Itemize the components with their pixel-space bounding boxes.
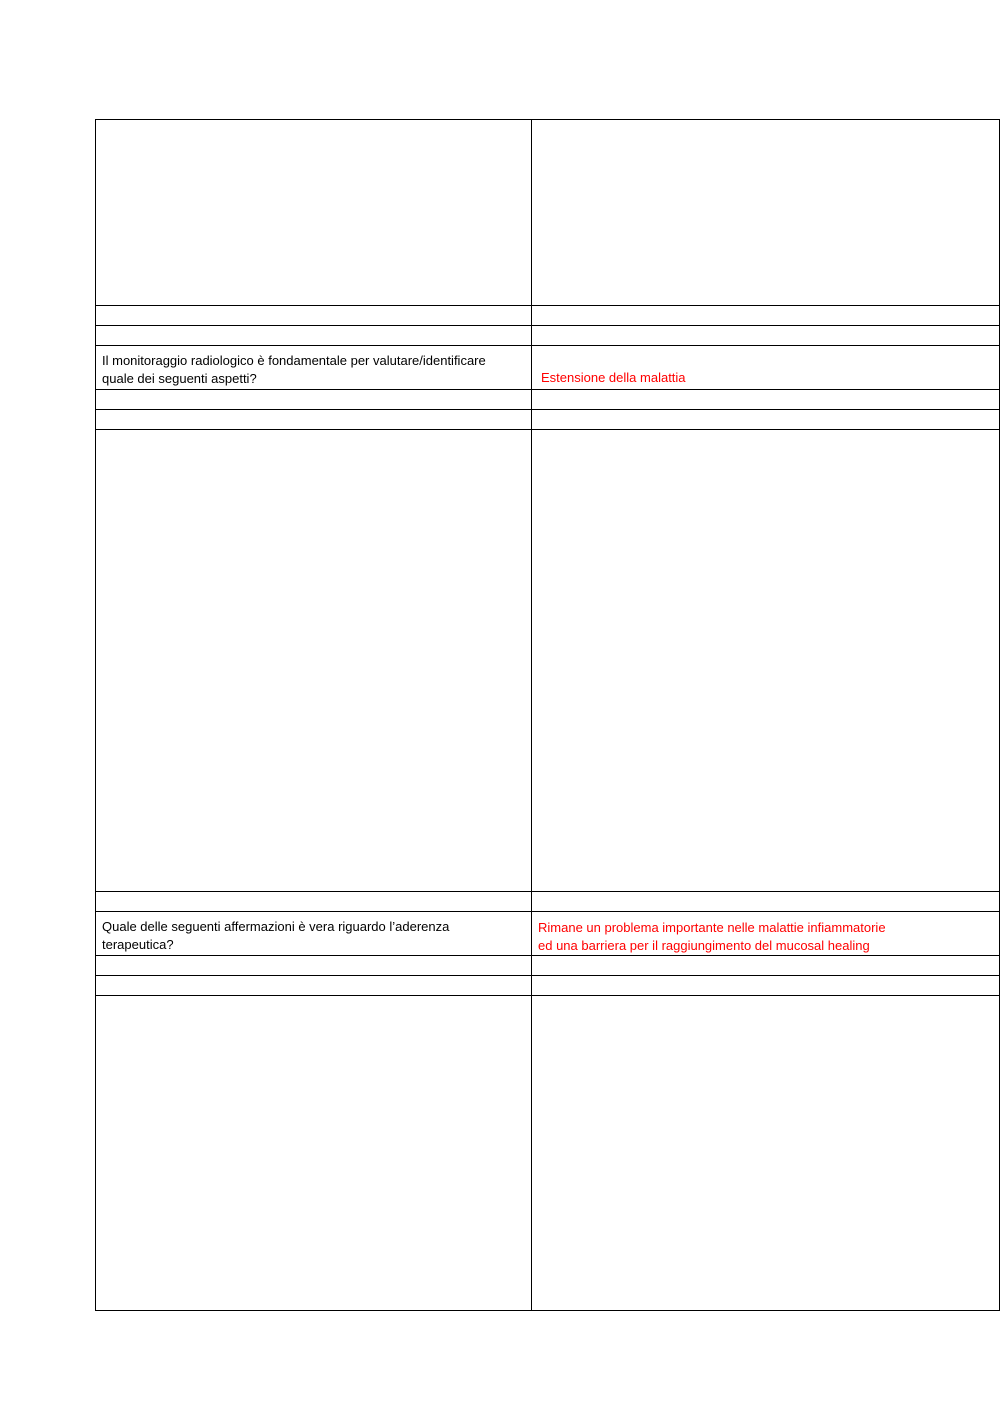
empty-cell xyxy=(96,430,532,892)
answer-text: Estensione della malattia xyxy=(541,370,686,385)
empty-cell xyxy=(96,892,532,912)
qa-table xyxy=(95,119,1000,1311)
answer-cell xyxy=(532,346,1000,390)
empty-cell xyxy=(532,326,1000,346)
empty-cell xyxy=(532,430,1000,892)
question-cell xyxy=(96,346,532,390)
empty-cell xyxy=(96,410,532,430)
question-row xyxy=(96,346,1000,390)
empty-cell xyxy=(96,390,532,410)
empty-cell xyxy=(532,996,1000,1311)
empty-cell xyxy=(532,306,1000,326)
table-row xyxy=(96,306,1000,326)
question-row xyxy=(96,912,1000,956)
empty-cell xyxy=(96,120,532,306)
empty-cell xyxy=(532,892,1000,912)
answer-cell xyxy=(532,912,1000,956)
table-row xyxy=(96,410,1000,430)
table-row xyxy=(96,976,1000,996)
answer-text: Rimane un problema importante nelle malattie infiammatorie ed una barriera per il raggiungimento del mucosal healing xyxy=(538,920,886,953)
table-row xyxy=(96,430,1000,892)
empty-cell xyxy=(532,120,1000,306)
empty-cell xyxy=(96,326,532,346)
table-row xyxy=(96,326,1000,346)
empty-cell xyxy=(532,390,1000,410)
table-row xyxy=(96,956,1000,976)
empty-cell xyxy=(532,410,1000,430)
table-row xyxy=(96,892,1000,912)
question-text: Quale delle seguenti affermazioni è vera riguardo l’aderenza terapeutica? xyxy=(102,919,450,952)
empty-cell xyxy=(96,996,532,1311)
question-cell xyxy=(96,912,532,956)
empty-cell xyxy=(96,306,532,326)
empty-cell xyxy=(96,956,532,976)
table-row xyxy=(96,120,1000,306)
empty-cell xyxy=(96,976,532,996)
question-text: Il monitoraggio radiologico è fondamentale per valutare/identificare quale dei seguenti aspetti? xyxy=(102,353,486,386)
table-row xyxy=(96,390,1000,410)
table-row xyxy=(96,996,1000,1311)
empty-cell xyxy=(532,976,1000,996)
empty-cell xyxy=(532,956,1000,976)
